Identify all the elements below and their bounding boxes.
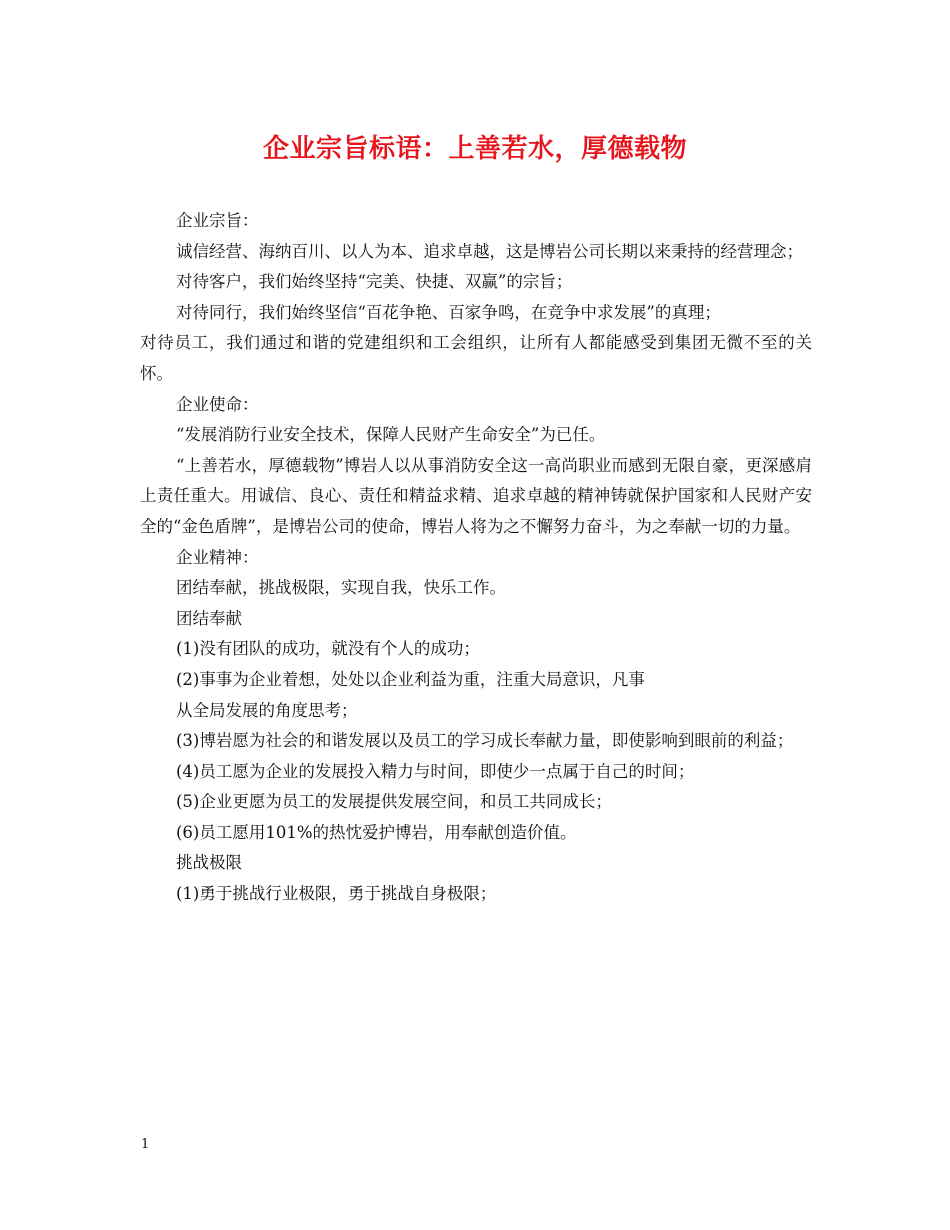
document-body bbox=[140, 206, 812, 910]
paragraph: 对待同行，我们始终坚信“百花争艳、百家争鸣，在竞争中求发展”的真理； bbox=[176, 302, 721, 322]
list-item: (5)企业更愿为员工的发展提供发展空间，和员工共同成长； bbox=[176, 792, 612, 812]
page-number: 1 bbox=[141, 1137, 150, 1152]
section-heading: 企业精神： bbox=[176, 547, 259, 567]
paragraph: 企业宗旨： bbox=[176, 211, 259, 230]
document-title: 企业宗旨标语：上善若水，厚德载物 bbox=[262, 134, 687, 164]
paragraph: 企业使命： bbox=[176, 394, 259, 414]
subsection-heading: 团结奉献 bbox=[176, 608, 242, 628]
paragraph: 团结奉献，挑战极限，实现自我，快乐工作。 bbox=[176, 578, 506, 598]
list-item-continuation: 从全局发展的角度思考； bbox=[176, 700, 358, 720]
subsection-heading: 挑战极限 bbox=[176, 853, 242, 873]
list-item: (6)员工愿用101%的热忱爱护博岩，用奉献创造价值。 bbox=[176, 822, 577, 842]
list-item: (1)勇于挑战行业极限，勇于挑战自身极限； bbox=[176, 884, 497, 904]
paragraph: “发展消防行业安全技术，保障人民财产生命安全”为已任。 bbox=[176, 425, 606, 445]
paragraph: “上善若水，厚德载物”博岩人以从事消防安全这一高尚职业而感到无限自豪，更深感肩上责任重大。用诚信、良心、责任和精益求精、追求卓越的精神铸就保护国家和人民财产安全的“金色盾牌”，是博岩公司的使命，博岩人将为之不懈努力奋斗，为之奉献一切的力量。 bbox=[140, 455, 812, 536]
list-item: (2)事事为企业着想，处处以企业利益为重，注重大局意识，凡事 bbox=[176, 669, 645, 689]
list-item: (1)没有团队的成功，就没有个人的成功； bbox=[176, 639, 480, 659]
paragraph: 对待员工，我们通过和谐的党建组织和工会组织，让所有人都能感受到集团无微不至的关怀。 bbox=[140, 333, 812, 383]
paragraph: 对待客户，我们始终坚持“完美、快捷、双赢”的宗旨； bbox=[176, 272, 573, 292]
paragraph: 诚信经营、海纳百川、以人为本、追求卓越，这是博岩公司长期以来秉持的经营理念； bbox=[176, 241, 803, 261]
list-item: (4)员工愿为企业的发展投入精力与时间，即使少一点属于自己的时间； bbox=[176, 761, 695, 781]
list-item: (3)博岩愿为社会的和谐发展以及员工的学习成长奉献力量，即使影响到眼前的利益； bbox=[176, 731, 794, 751]
